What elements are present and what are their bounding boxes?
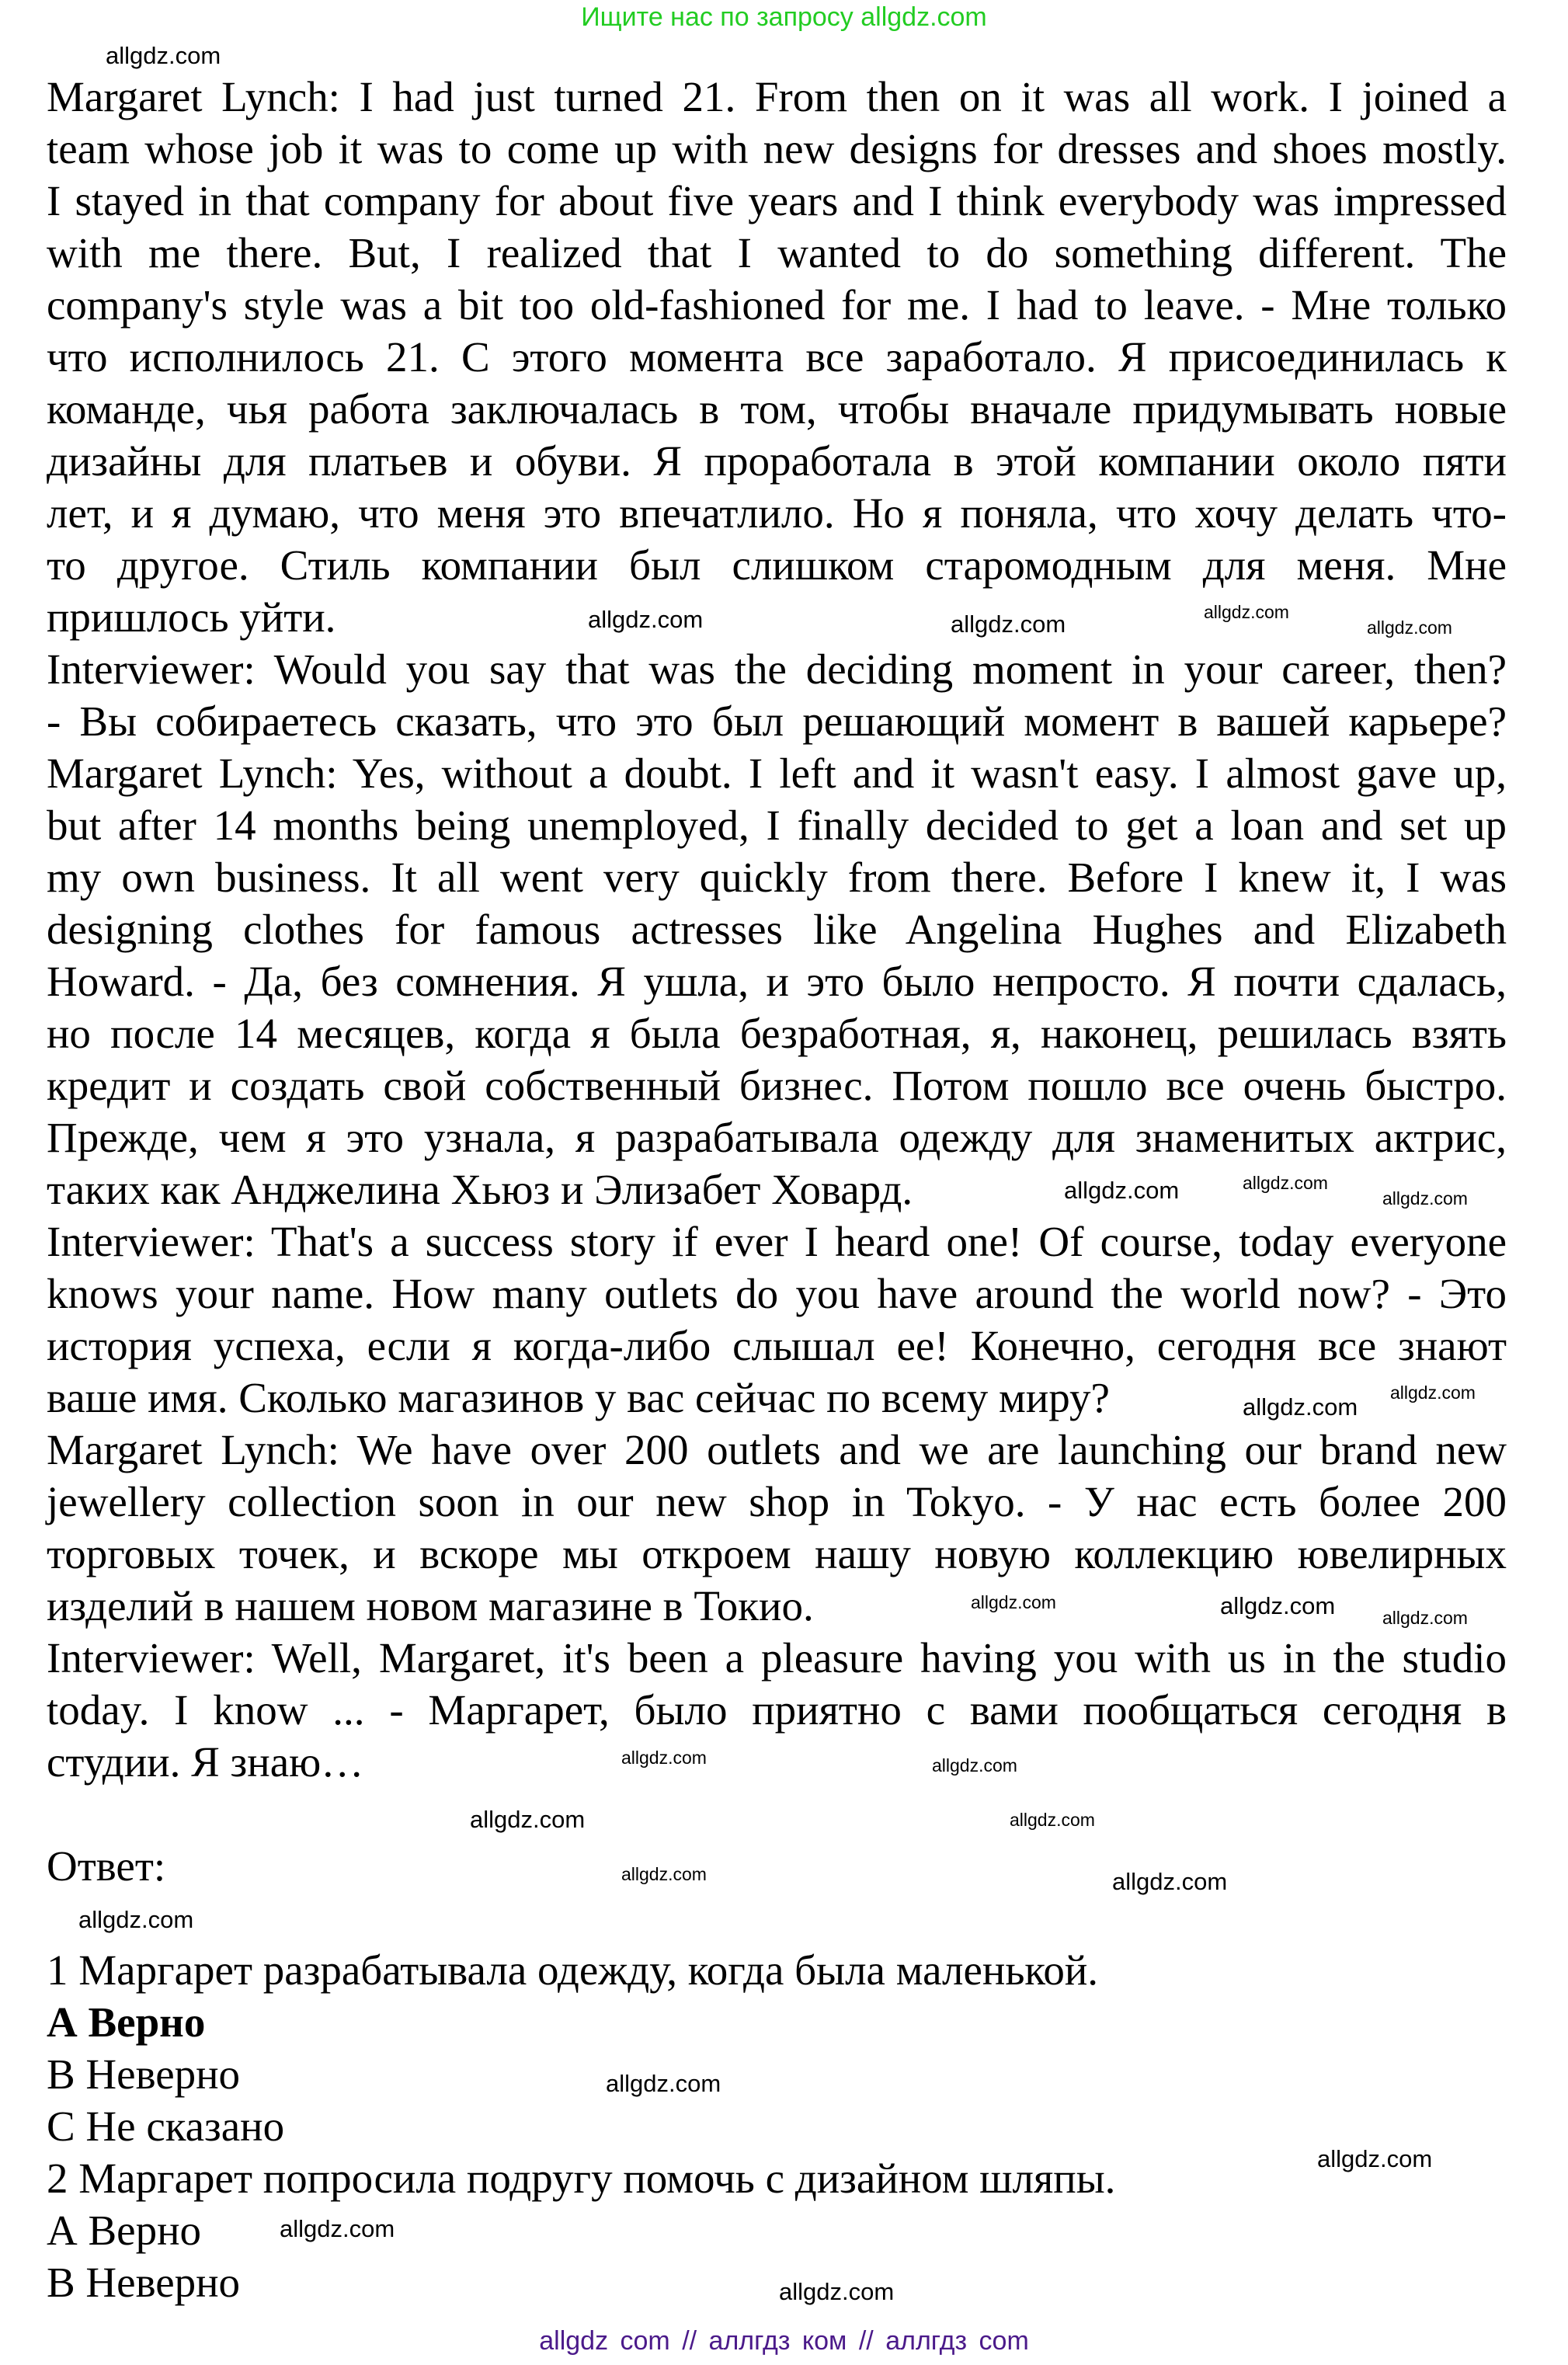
text-line: изделий в нашем новом магазине в Токио.	[47, 1582, 814, 1629]
correct-answer-line: А Верно	[47, 1998, 206, 2046]
text-line: команде, чья работа заключалась в том, чтобы вначале придумывать новые	[47, 385, 1507, 433]
watermark: allgdz.com	[1010, 1810, 1095, 1830]
watermark: allgdz.com	[106, 42, 221, 69]
text-line: Margaret Lynch: Yes, without a doubt. I left and it wasn't easy. I almost gave up,	[47, 749, 1507, 797]
text-line: Interviewer: Would you say that was the deciding moment in your career, then?	[47, 645, 1507, 693]
watermark: allgdz.com	[971, 1592, 1056, 1612]
text-line: 2 Маргарет попросила подругу помочь с дизайном шляпы.	[47, 2155, 1116, 2202]
watermark: allgdz.com	[1382, 1608, 1468, 1628]
text-line: with me there. But, I realized that I wanted to do something different. The	[47, 229, 1507, 276]
watermark: allgdz.com	[951, 610, 1066, 638]
watermark: allgdz.com	[1204, 602, 1289, 622]
text-line: дизайны для платьев и обуви. Я проработала в этой компании около пяти	[47, 437, 1507, 485]
text-line: кредит и создать свой собственный бизнес. Потом пошло все очень быстро.	[47, 1062, 1507, 1109]
footer-links[interactable]: allgdz com // аллгдз ком // аллгдз com	[539, 2326, 1029, 2356]
text-line: Прежде, чем я это узнала, я разрабатывала одежду для знаменитых актрис,	[47, 1114, 1507, 1161]
text-line: Interviewer: That's a success story if ever I heard one! Of course, today everyone	[47, 1218, 1507, 1265]
watermark: allgdz.com	[78, 1906, 194, 1933]
text-line: 1 Маргарет разрабатывала одежду, когда была маленькой.	[47, 1946, 1099, 1994]
text-line: Margaret Lynch: We have over 200 outlets and we are launching our brand new	[47, 1426, 1507, 1473]
text-line: но после 14 месяцев, когда я была безработная, я, наконец, решилась взять	[47, 1010, 1507, 1057]
text-line: Margaret Lynch: I had just turned 21. From then on it was all work. I joined a	[47, 73, 1507, 120]
text-line: jewellery collection soon in our new shop in Tokyo. - У нас есть более 200	[47, 1478, 1507, 1525]
watermark: allgdz.com	[621, 1748, 707, 1768]
text-line: В Неверно	[47, 2050, 241, 2098]
watermark: allgdz.com	[588, 606, 704, 633]
text-line: что исполнилось 21. С этого момента все заработало. Я присоединилась к	[47, 333, 1507, 381]
text-line: В Неверно	[47, 2259, 241, 2306]
watermark: allgdz.com	[470, 1806, 586, 1833]
text-line: то другое. Стиль компании был слишком старомодным для меня. Мне	[47, 541, 1507, 589]
watermark: allgdz.com	[1367, 617, 1452, 638]
text-line: but after 14 months being unemployed, I finally decided to get a loan and set up	[47, 802, 1507, 849]
text-line: студии. Я знаю…	[47, 1738, 364, 1786]
watermark: allgdz.com	[280, 2215, 395, 2242]
watermark: allgdz.com	[779, 2278, 895, 2305]
watermark: allgdz.com	[1243, 1393, 1358, 1421]
text-line: таких как Анджелина Хьюз и Элизабет Ховард.	[47, 1166, 913, 1213]
search-hint-banner: Ищите нас по запросу allgdz.com	[581, 2, 987, 32]
text-line: today. I know ... - Маргарет, было приятно с вами пообщаться сегодня в	[47, 1686, 1507, 1734]
watermark: allgdz.com	[621, 1864, 707, 1884]
text-line: team whose job it was to come up with new designs for dresses and shoes mostly.	[47, 125, 1507, 172]
text-line: Interviewer: Well, Margaret, it's been a pleasure having you with us in the studio	[47, 1634, 1507, 1682]
text-line: designing clothes for famous actresses like Angelina Hughes and Elizabeth	[47, 906, 1507, 953]
text-line: пришлось уйти.	[47, 593, 336, 641]
text-line: Howard. - Да, без сомнения. Я ушла, и это было непросто. Я почти сдалась,	[47, 958, 1507, 1005]
watermark: allgdz.com	[1112, 1868, 1228, 1895]
text-line: Ответ:	[47, 1842, 166, 1890]
watermark: allgdz.com	[606, 2070, 721, 2097]
watermark: allgdz.com	[1243, 1173, 1328, 1193]
text-line: лет, и я думаю, что меня это впечатлило. Но я поняла, что хочу делать что-	[47, 489, 1507, 537]
watermark: allgdz.com	[932, 1755, 1017, 1775]
text-line: knows your name. How many outlets do you have around the world now? - Это	[47, 1270, 1507, 1317]
watermark: allgdz.com	[1390, 1382, 1476, 1403]
watermark: allgdz.com	[1220, 1592, 1336, 1619]
watermark: allgdz.com	[1382, 1188, 1468, 1209]
text-line: история успеха, если я когда-либо слышал ее! Конечно, сегодня все знают	[47, 1322, 1507, 1369]
text-line: торговых точек, и вскоре мы откроем нашу новую коллекцию ювелирных	[47, 1530, 1507, 1577]
text-line: ваше имя. Сколько магазинов у вас сейчас по всему миру?	[47, 1374, 1110, 1421]
watermark: allgdz.com	[1317, 2145, 1433, 2172]
watermark: allgdz.com	[1064, 1177, 1180, 1204]
text-line: company's style was a bit too old-fashioned for me. I had to leave. - Мне только	[47, 281, 1507, 329]
text-line: С Не сказано	[47, 2102, 285, 2150]
text-line: А Верно	[47, 2207, 201, 2254]
text-line: my own business. It all went very quickly from there. Before I knew it, I was	[47, 854, 1507, 901]
text-line: - Вы собираетесь сказать, что это был решающий момент в вашей карьере?	[47, 697, 1507, 745]
text-line: I stayed in that company for about five years and I think everybody was impressed	[47, 177, 1507, 224]
